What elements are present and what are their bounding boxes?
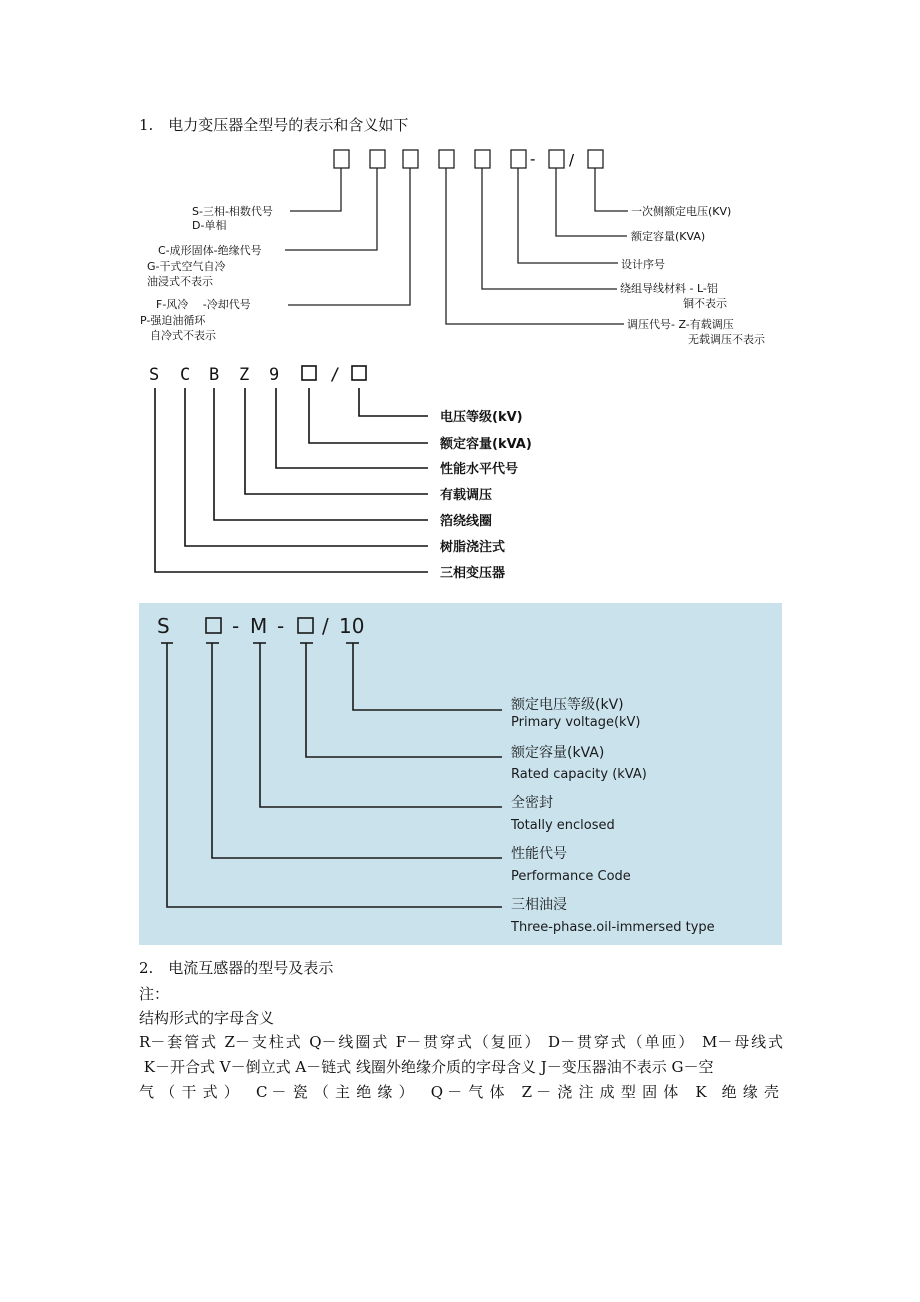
label-cooling-3: 自冷式不表示: [150, 329, 216, 342]
letter-z: Z: [239, 365, 250, 385]
diagram3-background: [139, 603, 782, 945]
label-winding-1: 绕组导线材料 - L-铝: [620, 282, 718, 295]
label-insulation-3: 油浸式不表示: [147, 275, 213, 288]
label-cooling-1: F-风冷 -冷却代号: [156, 298, 251, 311]
item-primary-voltage-zh: 额定电压等级(kV): [511, 697, 624, 713]
label-tap-1: 调压代号- Z-有载调压: [627, 318, 734, 331]
structure-line-2: K－开合式 V－倒立式 A－链式 线圈外绝缘介质的字母含义 J－变压器油不表示 G－空: [139, 1058, 714, 1076]
label-phase-2: D-单相: [192, 219, 227, 232]
label-onload-tap: 有载调压: [440, 488, 493, 503]
label-foil-winding: 箔绕线圈: [440, 514, 493, 529]
separator-dash: -: [530, 150, 536, 168]
label-tap-2: 无载调压不表示: [688, 333, 765, 346]
label-insulation-1: C-成形固体-绝缘代号: [158, 244, 262, 257]
item-totally-enclosed-zh: 全密封: [511, 795, 553, 811]
section1-heading: 1. 电力变压器全型号的表示和含义如下: [139, 116, 409, 134]
label-design-no: 设计序号: [621, 258, 665, 271]
letter-b: B: [209, 365, 220, 385]
model-dash-1: -: [232, 614, 240, 638]
item-totally-enclosed-en: Totally enclosed: [511, 818, 615, 833]
label-phase-1: S-三相-相数代号: [192, 205, 273, 218]
structure-title: 结构形式的字母含义: [139, 1009, 275, 1027]
digit-9: 9: [269, 365, 280, 385]
section2-heading: 2. 电流互感器的型号及表示: [139, 959, 334, 977]
model-m: M: [250, 614, 268, 638]
label-cooling-2: P-强迫油循环: [140, 314, 206, 327]
note-label: 注：: [139, 985, 170, 1003]
item-primary-voltage-en: Primary voltage(kV): [511, 715, 641, 730]
structure-line-1: R－套管式 Z－支柱式 Q－线圈式 F－贯穿式（复匝） D－贯穿式（单匝） M－母线式: [139, 1033, 783, 1051]
model-slash: /: [322, 614, 329, 638]
item-three-phase-zh: 三相油浸: [511, 897, 567, 913]
item-performance-zh: 性能代号: [511, 846, 567, 862]
separator-slash: /: [569, 151, 575, 169]
label-primary-voltage: 一次侧额定电压(KV): [631, 205, 732, 218]
label-winding-2: 铜不表示: [683, 297, 727, 310]
label-voltage-class: 电压等级(kV): [440, 410, 523, 425]
label-three-phase: 三相变压器: [440, 566, 506, 581]
item-performance-en: Performance Code: [511, 869, 631, 884]
label-rated-capacity: 额定容量(KVA): [631, 230, 706, 243]
label-rated-capacity: 额定容量(kVA): [440, 437, 532, 452]
model-dash-2: -: [277, 614, 285, 638]
slash: /: [330, 365, 341, 385]
item-rated-capacity-zh: 额定容量(kVA): [511, 745, 605, 761]
model-10: 10: [339, 614, 365, 638]
item-rated-capacity-en: Rated capacity (kVA): [511, 767, 647, 782]
item-three-phase-en: Three-phase.oil-immersed type: [511, 920, 715, 935]
model-s: S: [157, 614, 170, 638]
label-resin-cast: 树脂浇注式: [440, 540, 506, 555]
label-performance-code: 性能水平代号: [440, 462, 519, 477]
letter-s: S: [149, 365, 160, 385]
label-insulation-2: G-干式空气自冷: [147, 260, 226, 273]
letter-c: C: [180, 365, 191, 385]
structure-line-3: 气（干式） C－瓷（主绝缘） Q－气体 Z－浇注成型固体 K 绝缘壳: [139, 1083, 783, 1101]
